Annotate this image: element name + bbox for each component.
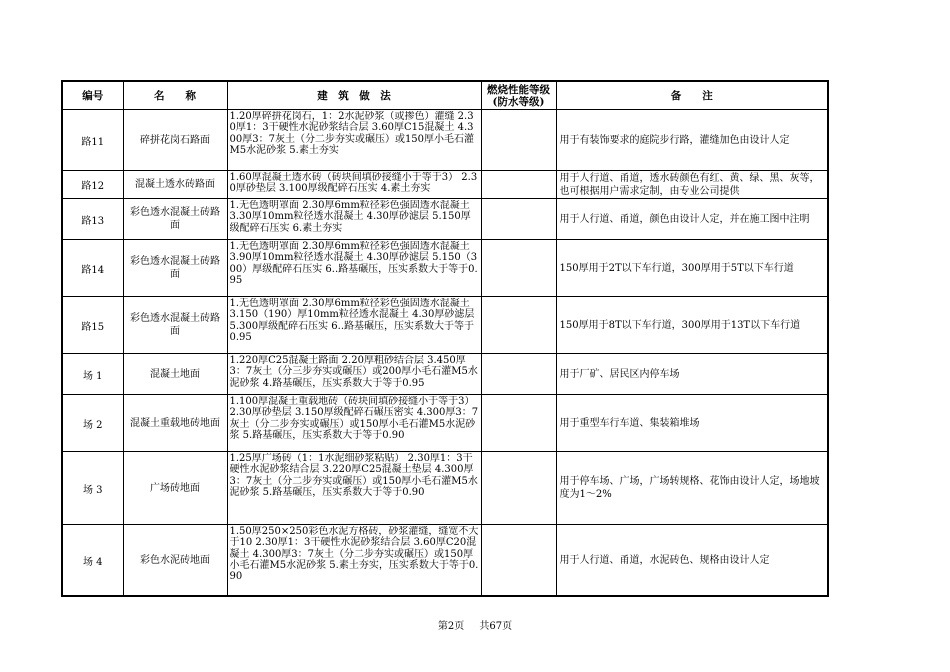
method-text: 1.无色透明罩面 2.30厚6mm粒径彩色强固透水混凝土 3.90厚10mm粒径透水混凝土 4.30厚砂滤层 5.150（300）厚级配碎石压实 6..路基碾压，压实系数大于等于0.95 [229, 241, 478, 286]
cell-name: 彩色透水混凝土砖路面 [123, 199, 227, 240]
cell-id: 路14 [62, 240, 123, 297]
cell-note: 150厚用于2T以下车行道，300厚用于5T以下车行道 [556, 240, 828, 297]
table-row [62, 525, 828, 597]
table-row [62, 240, 828, 297]
method-text: 1.50厚250×250彩色水泥方格砖，砂浆灌缝，缝宽不大于10 2.30厚1：3干硬性水泥砂浆结合层 3.60厚C20混凝土 4.300厚3：7灰土（分二步夯实或碾压）或150厚小毛石灌M5水泥砂浆 5.素土夯实，压实系数大于等于0.90 [229, 526, 479, 583]
cell-name: 彩色透水混凝土砖路面 [123, 297, 227, 354]
cell-fire-rating [481, 395, 556, 452]
header-fire-rating: 燃烧性能等级 (防水等级) [481, 81, 556, 110]
cell-id: 路15 [62, 297, 123, 354]
header-method: 建 筑 做 法 [227, 81, 481, 110]
cell-name: 彩色水泥砖地面 [123, 525, 227, 597]
cell-name: 碎拼花岗石路面 [123, 110, 227, 171]
cell-id: 路12 [62, 171, 123, 199]
cell-id: 场 3 [62, 452, 123, 525]
cell-fire-rating [481, 297, 556, 354]
header-note: 备 注 [556, 81, 828, 110]
page-total: 共67页 [479, 621, 513, 632]
cell-fire-rating [481, 452, 556, 525]
table-row [62, 199, 828, 240]
header-name: 名 称 [123, 81, 227, 110]
cell-method [227, 525, 481, 597]
cell-name: 混凝土重载地砖地面 [123, 395, 227, 452]
cell-method [227, 199, 481, 240]
table-row [62, 110, 828, 171]
cell-note: 用于有装饰要求的庭院步行路，灌缝加色由设计人定 [556, 110, 828, 171]
cell-note: 用于厂矿、居民区内停车场 [556, 354, 828, 395]
page-number: 第2页 [437, 621, 465, 632]
method-text: 1.220厚C25混凝土路面 2.20厚粗砂结合层 3.450厚3：7灰土（分三步夯实或碾压）或200厚小毛石灌M5水泥砂浆 4.路基碾压，压实系数大于等于0.95 [229, 355, 478, 389]
cell-name: 广场砖地面 [123, 452, 227, 525]
table-row [62, 354, 828, 395]
cell-fire-rating [481, 240, 556, 297]
cell-note: 150厚用于8T以下车行道，300厚用于13T以下车行道 [556, 297, 828, 354]
method-text: 1.20厚碎拼花岗石，1：2水泥砂浆（或掺色）灌缝 2.30厚1：3干硬性水泥砂浆结合层 3.60厚C15混凝土 4.300厚3：7灰土（分二步夯实或碾压）或150厚小毛石灌M5水泥砂浆 5.素土夯实 [229, 111, 475, 156]
table-row [62, 297, 828, 354]
method-text: 1.100厚混凝土重载地砖（砖块间填砂接缝小于等于3） 2.30厚砂垫层 3.150厚级配碎石碾压密实 4.300厚3：7灰土（分二步夯实或碾压）或150厚小毛石灌M5水泥砂浆 5.路基碾压，压实系数大于等于0.90 [229, 396, 479, 441]
cell-name: 彩色透水混凝土砖路面 [123, 240, 227, 297]
cell-note: 用于人行道、甬道，颜色由设计人定，并在施工图中注明 [556, 199, 828, 240]
cell-method [227, 395, 481, 452]
cell-fire-rating [481, 199, 556, 240]
cell-name: 混凝土地面 [123, 354, 227, 395]
cell-note: 用于重型车行车道、集装箱堆场 [556, 395, 828, 452]
header-id: 编号 [62, 81, 123, 110]
table-row [62, 452, 828, 525]
cell-note: 用于停车场、广场，广场转规格、花饰由设计人定，场地坡度为1～2% [556, 452, 828, 525]
cell-method [227, 110, 481, 171]
table-row [62, 395, 828, 452]
cell-method [227, 240, 481, 297]
cell-note: 用于人行道、甬道，透水砖颜色有红、黄、绿、黑、灰等，也可根据用户需求定制，由专业公司提供 [556, 171, 828, 199]
method-text: 1.60厚混凝土透水砖（砖块间填砂接缝小于等于3） 2.30厚砂垫层 3.100厚级配碎石压实 4.素土夯实 [229, 172, 478, 195]
table-row [62, 171, 828, 199]
construction-spec-table [61, 80, 829, 597]
method-text: 1.无色透明罩面 2.30厚6mm粒径彩色强固透水混凝土 3.150（190）厚10mm粒径透水混凝土 4.30厚砂滤层 5.300厚级配碎石压实 6..路基碾压，压实系数大于等于0.95 [229, 298, 475, 343]
cell-name: 混凝土透水砖路面 [123, 171, 227, 199]
method-text: 1.25厚广场砖（1：1水泥细砂浆粘贴） 2.30厚1：3干硬性水泥砂浆结合层 3.220厚C25混凝土垫层 4.300厚3：7灰土（分二步夯实或碾压）或150厚小毛石灌M5水泥砂浆 5.路基碾压，压实系数大于等于0.90 [229, 453, 478, 498]
cell-method [227, 452, 481, 525]
cell-id: 场 4 [62, 525, 123, 597]
cell-note: 用于人行道、甬道，水泥砖色、规格由设计人定 [556, 525, 828, 597]
cell-id: 场 1 [62, 354, 123, 395]
cell-id: 路13 [62, 199, 123, 240]
cell-fire-rating [481, 171, 556, 199]
method-text: 1.无色透明罩面 2.30厚6mm粒径彩色强固透水混凝土 3.30厚10mm粒径透水混凝土 4.30厚砂滤层 5.150厚级配碎石压实 6.素土夯实 [229, 200, 471, 234]
cell-fire-rating [481, 354, 556, 395]
cell-method [227, 354, 481, 395]
cell-method [227, 297, 481, 354]
cell-id: 路11 [62, 110, 123, 171]
cell-id: 场 2 [62, 395, 123, 452]
page-footer [0, 617, 950, 632]
header-row [62, 81, 828, 110]
cell-fire-rating [481, 525, 556, 597]
cell-fire-rating [481, 110, 556, 171]
cell-method [227, 171, 481, 199]
